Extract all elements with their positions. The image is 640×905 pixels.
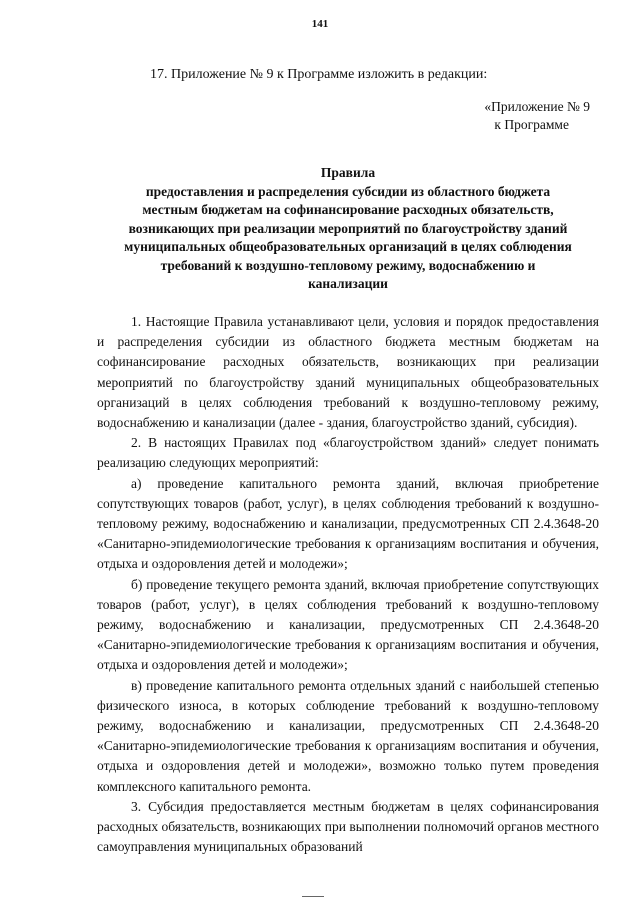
footer-divider [302, 896, 324, 897]
title-line: возникающих при реализации мероприятий по благоустройству зданий [128, 220, 568, 236]
paragraph: 3. Субсидия предоставляется местным бюджетам в целях софинансирования расходных обязательств, возникающих при выполнении полномочий органов местного самоуправления муниципальных образований [97, 798, 599, 855]
attachment-reference-line: «Приложение № 9 [484, 99, 590, 114]
page-number: 141 [311, 18, 329, 30]
amendment-instruction: 17. Приложение № 9 к Программе изложить в редакции: [150, 67, 488, 82]
title-line: муниципальных общеобразовательных организаций в целях соблюдения [124, 239, 572, 254]
document-title [98, 164, 598, 294]
attachment-reference [484, 98, 590, 134]
paragraph: а) проведение капитального ремонта зданий, включая приобретение сопутствующих товаров (работ, услуг), в целях соблюдения требований к воздушно-тепловому режиму, водоснабжению и канализации, предусмотренных СП 2.4.3648-20 «Санитарно-эпидемиологические требования к организациям воспитания и обучения, отдыха и оздоровления детей и молодежи»; [97, 475, 599, 572]
title-line: предоставления и распределения субсидии из областного бюджета [145, 183, 551, 199]
attachment-reference-line: к Программе [494, 117, 569, 132]
paragraph: 1. Настоящие Правила устанавливают цели, условия и порядок предоставления и распределения субсидии из областного бюджета местным бюджетам на софинансирование расходных обязательств, возникающих при реализации мероприятий по благоустройству зданий муниципальных общеобразовательных организаций в целях соблюдения требований к воздушно-тепловому режиму, водоснабжению и канализации (далее - здания, благоустройство зданий, субсидия). [97, 314, 599, 431]
paragraph: 2. В настоящих Правилах под «благоустройством зданий» следует понимать реализацию следующих мероприятий: [97, 435, 599, 471]
document-body [97, 312, 599, 857]
title-line: требований к воздушно-тепловому режиму, водоснабжению и [160, 257, 536, 273]
title-line: местным бюджетам на софинансирование расходных обязательств, [142, 202, 554, 217]
paragraph: в) проведение капитального ремонта отдельных зданий с наибольшей степенью физического износа, в которых соблюдение требований к воздушно-тепловому режиму, водоснабжению и канализации, предусмотренных СП 2.4.3648-20 «Санитарно-эпидемиологические требования к организациям воспитания и обучения, отдыха и оздоровления детей и молодежи», возможно только путем проведения комплексного капитального ремонта. [97, 677, 599, 794]
paragraph: б) проведение текущего ремонта зданий, включая приобретение сопутствующих товаров (работ, услуг), в целях соблюдения требований к воздушно-тепловому режиму, водоснабжению и канализации, предусмотренных СП 2.4.3648-20 «Санитарно-эпидемиологические требования к организациям воспитания и обучения, отдыха и оздоровления детей и молодежи»; [97, 576, 599, 673]
title-line: канализации [308, 276, 388, 291]
title-heading: Правила [320, 165, 376, 180]
